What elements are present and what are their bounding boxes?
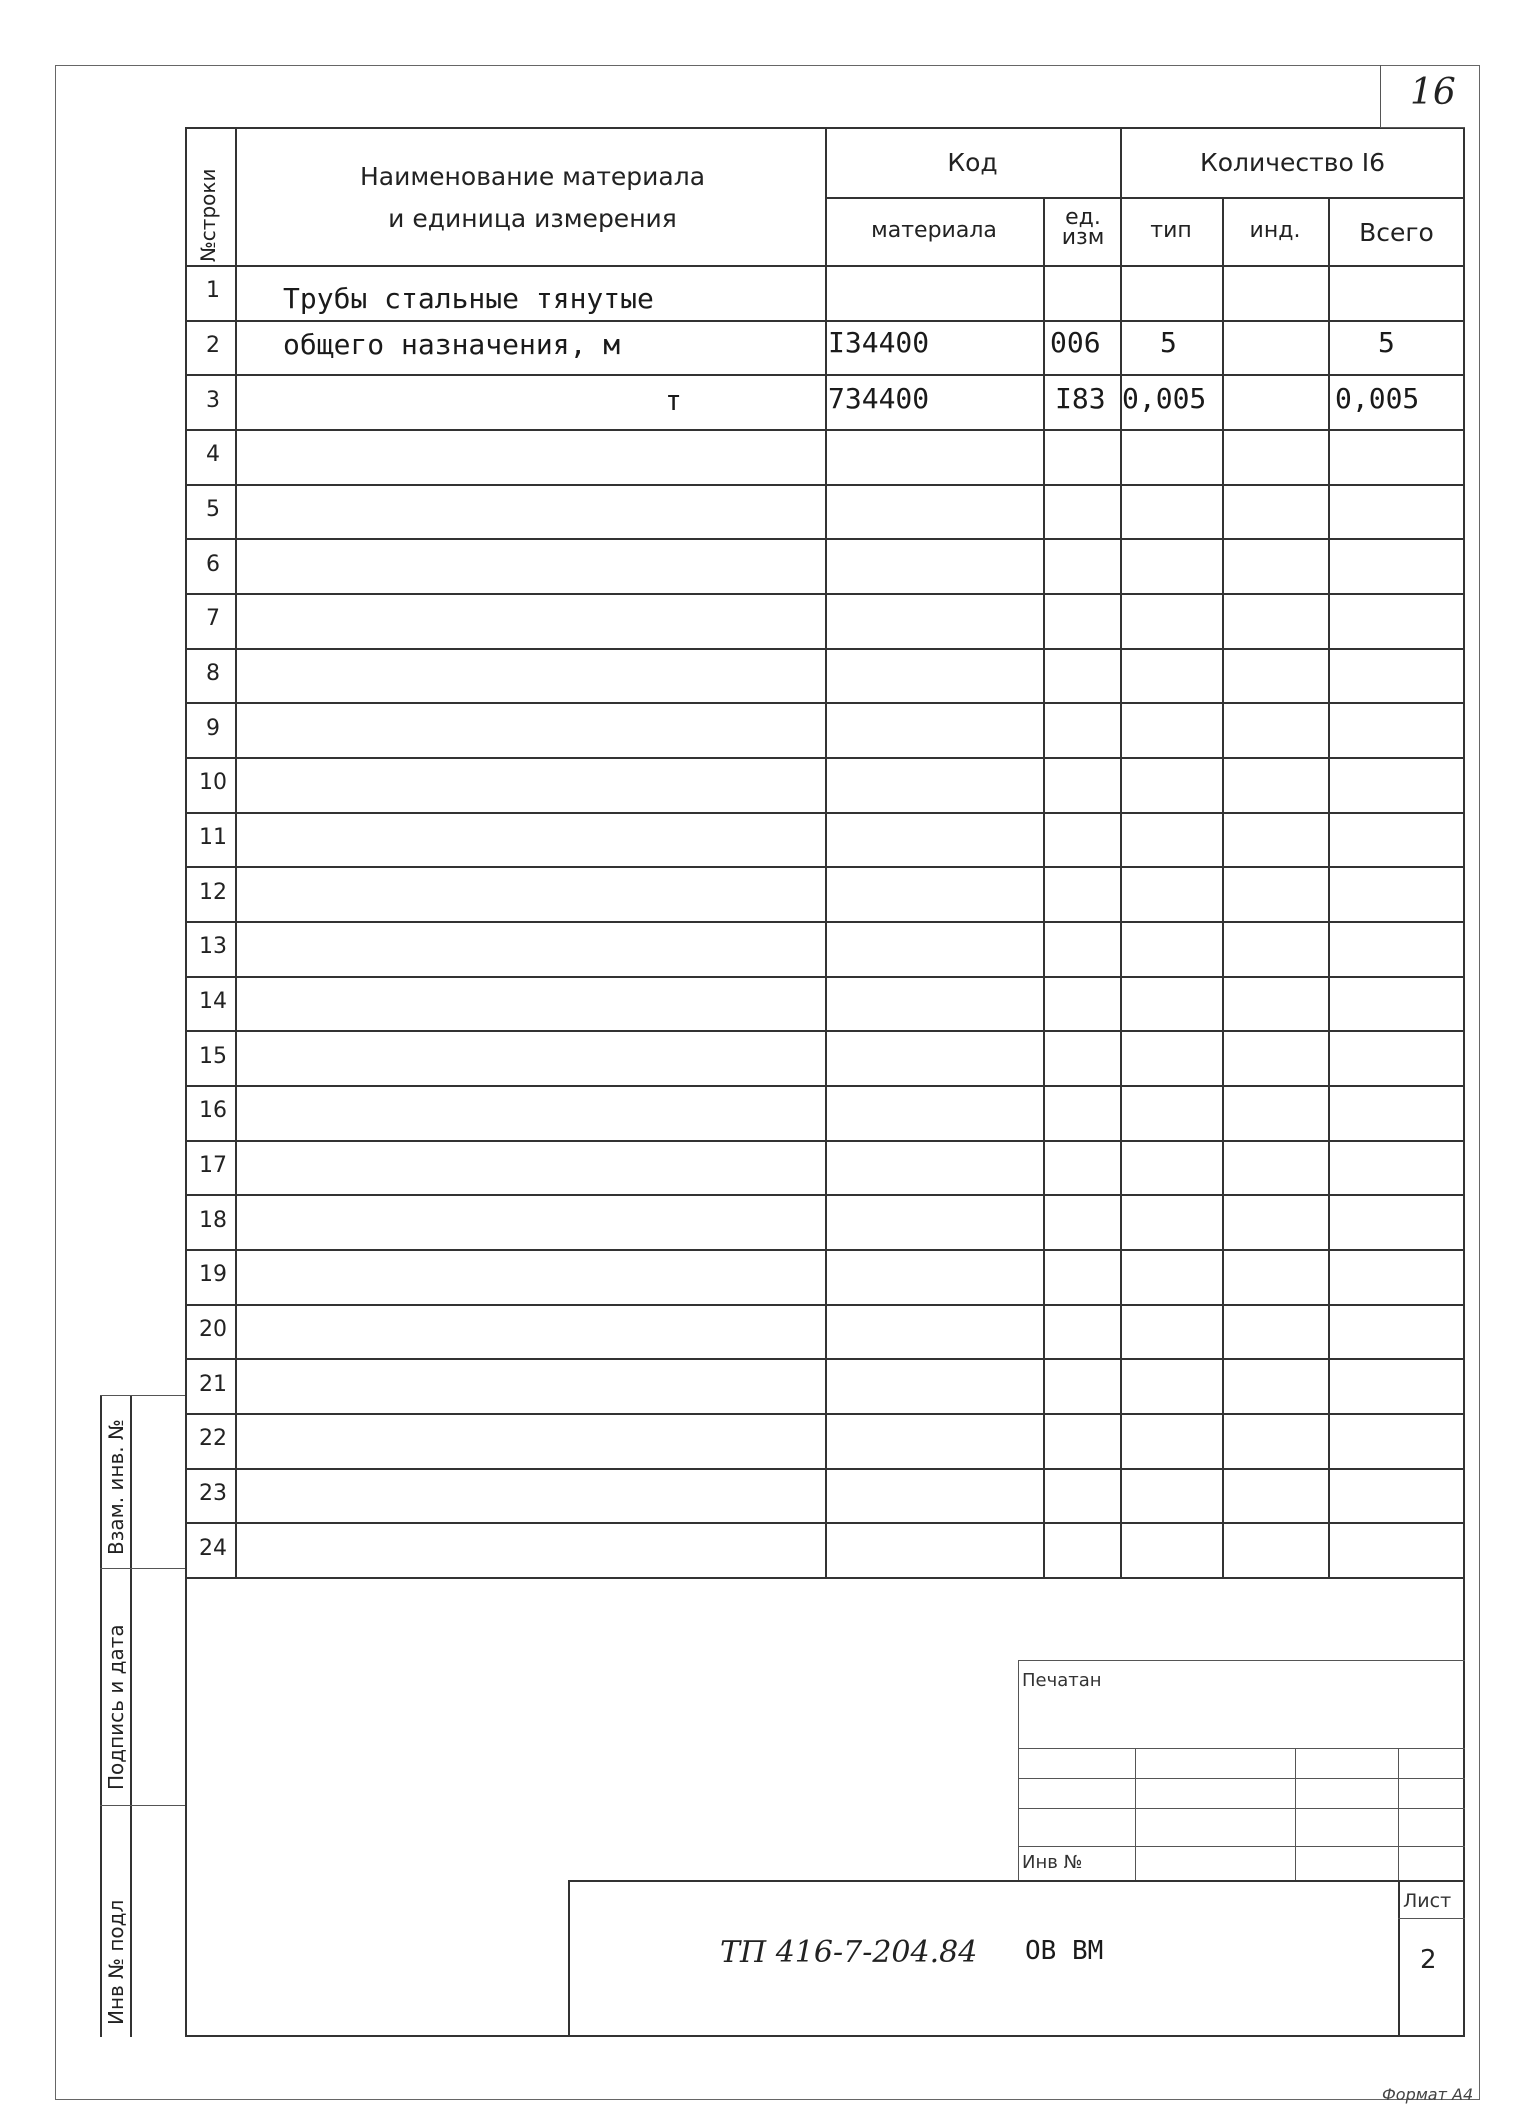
row-number: 5 [206, 497, 220, 522]
row-number: 1 [206, 278, 220, 304]
header-mid-line [825, 197, 1465, 199]
row-separator [185, 921, 1465, 923]
row-separator [185, 1085, 1465, 1087]
title-doc-code: ТП 416-7-204.84 [720, 1935, 978, 1970]
title-col3 [1398, 1748, 1399, 1880]
row-number: 14 [199, 989, 227, 1014]
header-code-material: материала [871, 218, 997, 243]
col-line-ind [1222, 197, 1224, 1577]
row-separator [185, 1194, 1465, 1196]
row-number: 10 [199, 770, 227, 796]
header-qty-total: Всего [1359, 218, 1434, 247]
row-separator [185, 757, 1465, 759]
row1-name: Трубы стальные тянутые [283, 282, 654, 315]
row-number: 18 [199, 1207, 227, 1233]
side-sign-date: Подпись и дата [104, 1624, 128, 1790]
row-number: 21 [199, 1371, 227, 1397]
row-separator [185, 538, 1465, 540]
row-separator [185, 702, 1465, 704]
side-stamp-div2 [100, 1805, 185, 1806]
title-sheet-mid [1398, 1918, 1465, 1919]
row-separator [185, 429, 1465, 431]
row2-type: 5 [1160, 326, 1177, 359]
row-separator [185, 1413, 1465, 1415]
col-line-unit [1043, 197, 1045, 1577]
row-number: 4 [206, 442, 220, 468]
row-separator [185, 374, 1465, 376]
side-inv-orig: Инв № подл [104, 1899, 128, 2025]
header-code-unit: ед. изм [1061, 205, 1105, 250]
header-name: Наименование материала [359, 162, 706, 191]
header-qty-ind: инд. [1249, 218, 1301, 243]
format-label: Формат А4 [1382, 2085, 1474, 2104]
side-stamp-top [100, 1395, 185, 1396]
sheet-number: 16 [1410, 72, 1456, 113]
row-number: 16 [199, 1098, 227, 1124]
row3-type: 0,005 [1122, 382, 1207, 415]
sheet-number-underline [1380, 127, 1465, 128]
side-stamp-div1 [100, 1568, 185, 1569]
row-number: 9 [206, 715, 220, 741]
title-left-border [1018, 1660, 1019, 1880]
row-separator [185, 320, 1465, 322]
row-number: 13 [199, 934, 227, 960]
header-code: Код [947, 148, 998, 177]
row-number: 3 [206, 387, 220, 413]
header-bottom-line [185, 265, 1465, 267]
header-qty-type: тип [1150, 218, 1192, 243]
row-number: 22 [199, 1426, 227, 1452]
row3-unit: I83 [1055, 382, 1106, 415]
row-number: 24 [199, 1535, 227, 1561]
row-separator [185, 1468, 1465, 1470]
row-number: 20 [199, 1317, 227, 1342]
title-code-top [568, 1880, 1465, 1882]
sheet-number-box [1380, 65, 1381, 127]
row-number: 8 [206, 661, 220, 686]
row-number: 12 [199, 879, 227, 905]
row3-name: т [665, 384, 682, 417]
title-col1 [1135, 1748, 1136, 1880]
row-separator [185, 1140, 1465, 1142]
row2-unit: 006 [1050, 326, 1101, 359]
row-number: 2 [206, 333, 220, 358]
row-separator [185, 1304, 1465, 1306]
row-separator [185, 1358, 1465, 1360]
row-separator [185, 1522, 1465, 1524]
title-code-left [568, 1880, 570, 2037]
row-number: 11 [199, 825, 227, 850]
row-number: 7 [206, 606, 220, 632]
row-separator [185, 1577, 1465, 1579]
title-inv-no: Инв № [1022, 1852, 1083, 1873]
title-printed-top [1018, 1660, 1465, 1661]
row2-material: I34400 [828, 326, 930, 359]
header-name-line2: и единица измерения [388, 204, 677, 233]
row-separator [185, 976, 1465, 978]
row-separator [185, 484, 1465, 486]
row-separator [185, 812, 1465, 814]
side-stamp-left [100, 1395, 102, 2037]
side-stamp-mid [130, 1395, 132, 2037]
title-printed: Печатан [1022, 1670, 1102, 1691]
title-sheet-left [1398, 1880, 1400, 2037]
title-col2 [1295, 1748, 1296, 1880]
row3-total: 0,005 [1335, 382, 1420, 415]
row3-material: 734400 [828, 382, 930, 415]
row-separator [185, 1249, 1465, 1251]
title-doc-suffix: ОВ ВМ [1025, 1936, 1104, 1966]
title-sheet-value: 2 [1420, 1945, 1437, 1975]
row2-name: общего назначения, м [283, 328, 621, 361]
side-replace-inv: Взам. инв. № [104, 1419, 128, 1555]
header-row-no: №строки [196, 168, 220, 262]
row-separator [185, 648, 1465, 650]
row-number: 19 [199, 1262, 227, 1288]
row-separator [185, 593, 1465, 595]
row-separator [185, 866, 1465, 868]
row-number: 15 [199, 1043, 227, 1069]
title-sheet-label: Лист [1403, 1890, 1452, 1912]
col-line-total [1328, 197, 1330, 1577]
header-quantity: Количество I6 [1200, 148, 1385, 177]
row-number: 6 [206, 551, 220, 577]
row-separator [185, 1030, 1465, 1032]
row-number: 17 [199, 1153, 227, 1178]
row2-total: 5 [1378, 326, 1395, 359]
row-number: 23 [199, 1481, 227, 1506]
